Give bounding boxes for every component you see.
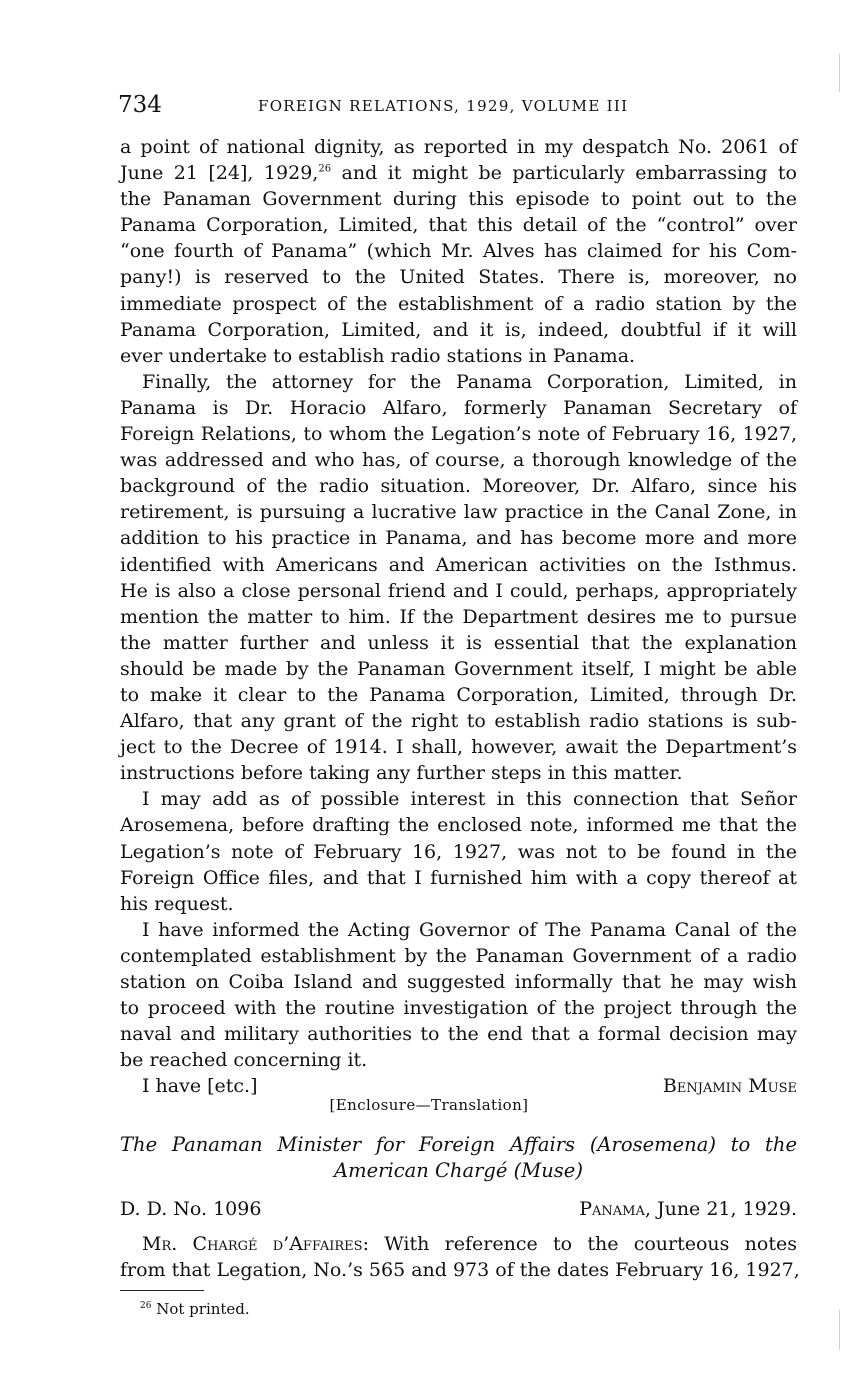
text-line: instructions before taking any further steps in this matter.: [120, 762, 683, 785]
text-line: to make it clear to the Panama Corporation, Limited, through Dr.: [120, 683, 797, 706]
text-line: a point of national dignity, as reported in my despatch No. 2061 of: [120, 136, 797, 158]
footnote-rule: [120, 1290, 204, 1291]
text-line: immediate prospect of the establishment of a radio station by the: [120, 292, 797, 315]
text-line: station on Coiba Island and suggested informally that he may wish: [120, 971, 797, 993]
page-edge-mark: [839, 1310, 840, 1350]
text-line: from that Legation, No.’s 565 and 973 of the dates February 16, 1927,: [120, 1259, 800, 1282]
text-line: He is also a close personal friend and I could, perhaps, appropriately: [120, 579, 797, 602]
text-line: Panama Corporation, Limited, and it is, indeed, doubtful if it will: [120, 318, 797, 341]
text-line: Mr. Chargé d’Affaires: With reference to the courteous notes: [142, 1233, 797, 1255]
text-line: naval and military authorities to the end that a formal decision may: [120, 1023, 797, 1046]
heading-line: The Panaman Minister for Foreign Affairs (Arosemena) to the: [120, 1133, 797, 1156]
text-line: ever undertake to establish radio stations in Panama.: [120, 344, 636, 367]
document-number: D. D. No. 1096: [120, 1198, 262, 1220]
dateline: [120, 1198, 797, 1220]
text-line: Panama is Dr. Horacio Alfaro, formerly Panaman Secretary of: [120, 396, 797, 419]
text-line: the matter further and unless it is essential that the explanation: [120, 631, 797, 654]
footnote: $^{26}$ Not printed.: [140, 1300, 250, 1318]
enclosure-heading: [120, 1132, 797, 1184]
text-line: be reached concerning it.: [120, 1049, 368, 1072]
address: Mr. Chargé d’Affaires: [142, 1233, 363, 1255]
place-date: Panama, June 21, 1929.: [579, 1198, 797, 1220]
text-line: contemplated establishment by the Panaman Government of a radio: [120, 944, 797, 967]
body-text: [120, 134, 797, 1099]
text-line: Finally, the attorney for the Panama Corporation, Limited, in: [142, 370, 797, 393]
footnote-ref: 26: [318, 163, 332, 175]
page-edge-mark: [839, 54, 840, 92]
text-line: I may add as of possible interest in this connection that Señor: [142, 788, 797, 811]
heading-line: American Chargé (Muse): [334, 1159, 583, 1183]
text-line: Alfaro, that any grant of the right to establish radio stations is sub-: [120, 710, 797, 733]
text-line: retirement, is pursuing a lucrative law practice in the Canal Zone, in: [120, 501, 797, 524]
closing: I have [etc.]: [142, 1075, 258, 1098]
text-line: Foreign Office files, and that I furnished him with a copy thereof at: [120, 866, 797, 889]
running-head: FOREIGN RELATIONS, 1929, VOLUME III: [258, 97, 629, 115]
text-line: his request.: [120, 892, 234, 915]
footnote-marker: 26: [140, 1301, 152, 1311]
text-line: I have informed the Acting Governor of The Panama Canal of the: [142, 918, 797, 941]
text-line: Foreign Relations, to whom the Legation’s note of February 16, 1927,: [120, 423, 797, 446]
text-line: mention the matter to him. If the Department desires me to pursue: [120, 605, 797, 628]
text-line: was addressed and who has, of course, a thorough knowledge of the: [120, 449, 797, 472]
text-line: background of the radio situation. Moreover, Dr. Alfaro, since his: [120, 475, 797, 498]
page-header: [118, 92, 798, 122]
text-line: should be made by the Panaman Government itself, I might be able: [120, 657, 797, 680]
signature: Benjamin Muse: [662, 1075, 797, 1098]
salutation: [120, 1231, 800, 1283]
text-line: Legation’s note of February 16, 1927, was not to be found in the: [120, 840, 797, 863]
text-line: the Panaman Government during this episode to point out to the: [120, 188, 797, 211]
text-line: ject to the Decree of 1914. I shall, however, await the Department’s: [120, 736, 797, 759]
text-line: identified with Americans and American activities on the Isthmus.: [120, 553, 797, 576]
page-number: 734: [118, 92, 162, 118]
text-line: to proceed with the routine investigation of the project through the: [120, 997, 797, 1020]
text-line: Arosemena, before drafting the enclosed note, informed me that the: [120, 814, 797, 837]
text-line: “one fourth of Panama” (which Mr. Alves has claimed for his Com-: [120, 240, 797, 263]
text-line: Panama Corporation, Limited, that this detail of the “control” over: [120, 214, 797, 237]
text-line: pany!) is reserved to the United States. There is, moreover, no: [120, 266, 797, 289]
text-line: addition to his practice in Panama, and has become more and more: [120, 527, 797, 550]
enclosure-label: [Enclosure—Translation]: [329, 1096, 529, 1114]
text-line: June 21 [24], 1929,26 and it might be particularly embarrassing to: [120, 162, 797, 185]
